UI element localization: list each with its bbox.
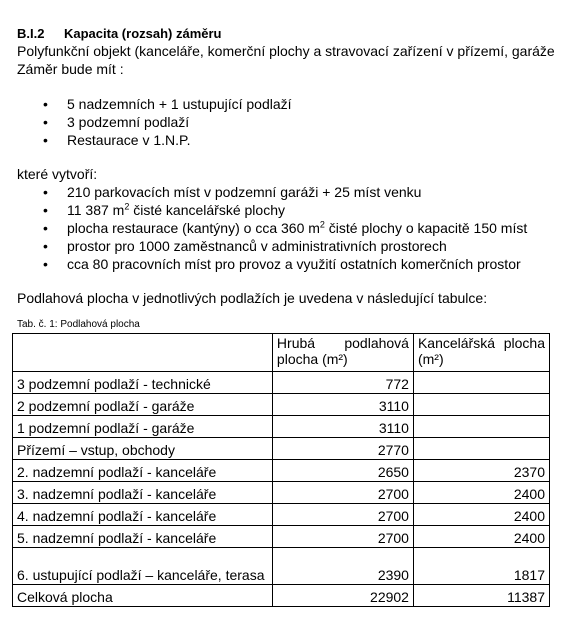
floor-label: 2. nadzemní podlaží - kanceláře	[13, 460, 273, 482]
floor-label: 2 podzemní podlaží - garáže	[13, 394, 273, 416]
table-row	[13, 372, 550, 394]
total-office-area: 11387	[413, 585, 549, 607]
list-item: • plocha restaurace (kantýny) o cca 360 $m^2$ čisté plochy o kapacitě 150 míst	[17, 219, 527, 237]
office-area: 2400	[413, 482, 549, 504]
table-row	[13, 504, 550, 526]
gross-area: 2700	[272, 482, 413, 504]
intro-line-2: Záměr bude mít :	[17, 61, 124, 77]
office-area: 2400	[413, 526, 549, 548]
creates-label: které vytvoří:	[17, 166, 98, 182]
floor-label: 3. nadzemní podlaží - kanceláře	[13, 482, 273, 504]
floor-area-table	[12, 333, 550, 607]
table-header-row	[13, 334, 550, 372]
gross-area: 2650	[272, 460, 413, 482]
list-item: • 5 nadzemních + 1 ustupující podlaží	[17, 95, 292, 113]
gross-area: 2770	[272, 438, 413, 460]
gross-area: 772	[272, 372, 413, 394]
list-item: • cca 80 pracovních míst pro provoz a využití ostatních komerčních prostor	[17, 255, 527, 273]
floor-label: Přízemí – vstup, obchody	[13, 438, 273, 460]
office-area	[413, 416, 549, 438]
total-gross-area: 22902	[272, 585, 413, 607]
office-area: 2400	[413, 504, 549, 526]
table-row	[13, 548, 550, 585]
office-area	[413, 372, 549, 394]
section-number: B.I.2	[17, 26, 45, 41]
gross-area: 3110	[272, 394, 413, 416]
table-row	[13, 526, 550, 548]
floor-label: 3 podzemní podlaží - technické	[13, 372, 273, 394]
section-title: Kapacita (rozsah) záměru	[64, 26, 222, 41]
table-intro: Podlahová plocha v jednotlivých podlažích je uvedena v následující tabulce:	[17, 290, 488, 306]
gross-area: 2390	[272, 548, 413, 585]
table-total-row	[13, 585, 550, 607]
table-caption: Tab. č. 1: Podlahová plocha	[17, 319, 140, 330]
intro-line-1: Polyfunkční objekt (kanceláře, komerční plochy a stravovací zařízení v přízemí, garáže	[17, 43, 555, 59]
floor-label: 4. nadzemní podlaží - kanceláře	[13, 504, 273, 526]
floor-label: 1 podzemní podlaží - garáže	[13, 416, 273, 438]
office-area: 1817	[413, 548, 549, 585]
gross-area: 3110	[272, 416, 413, 438]
header-cell: Kancelářská plocha (m²)	[413, 334, 549, 372]
header-cell: Hrubá podlahová plocha (m²)	[272, 334, 413, 372]
table-row	[13, 460, 550, 482]
list-item: • 3 podzemní podlaží	[17, 113, 292, 131]
section-heading	[17, 26, 222, 41]
table-row	[13, 482, 550, 504]
list-item: • prostor pro 1000 zaměstnanců v administrativních prostorech	[17, 237, 527, 255]
office-area	[413, 438, 549, 460]
table-row	[13, 416, 550, 438]
table-row	[13, 438, 550, 460]
features-list	[17, 95, 292, 149]
gross-area: 2700	[272, 526, 413, 548]
gross-area: 2700	[272, 504, 413, 526]
outcomes-list	[17, 183, 527, 273]
office-area	[413, 394, 549, 416]
list-item: • Restaurace v 1.N.P.	[17, 131, 292, 149]
list-item: • 11 387 $m^2$ čisté kancelářské plochy	[17, 201, 527, 219]
list-item: • 210 parkovacích míst v podzemní garáži + 25 míst venku	[17, 183, 527, 201]
floor-label: 5. nadzemní podlaží - kanceláře	[13, 526, 273, 548]
table-row	[13, 394, 550, 416]
office-area: 2370	[413, 460, 549, 482]
total-label: Celková plocha	[13, 585, 273, 607]
floor-label: 6. ustupující podlaží – kanceláře, terasa	[13, 548, 273, 585]
header-cell	[13, 334, 273, 372]
